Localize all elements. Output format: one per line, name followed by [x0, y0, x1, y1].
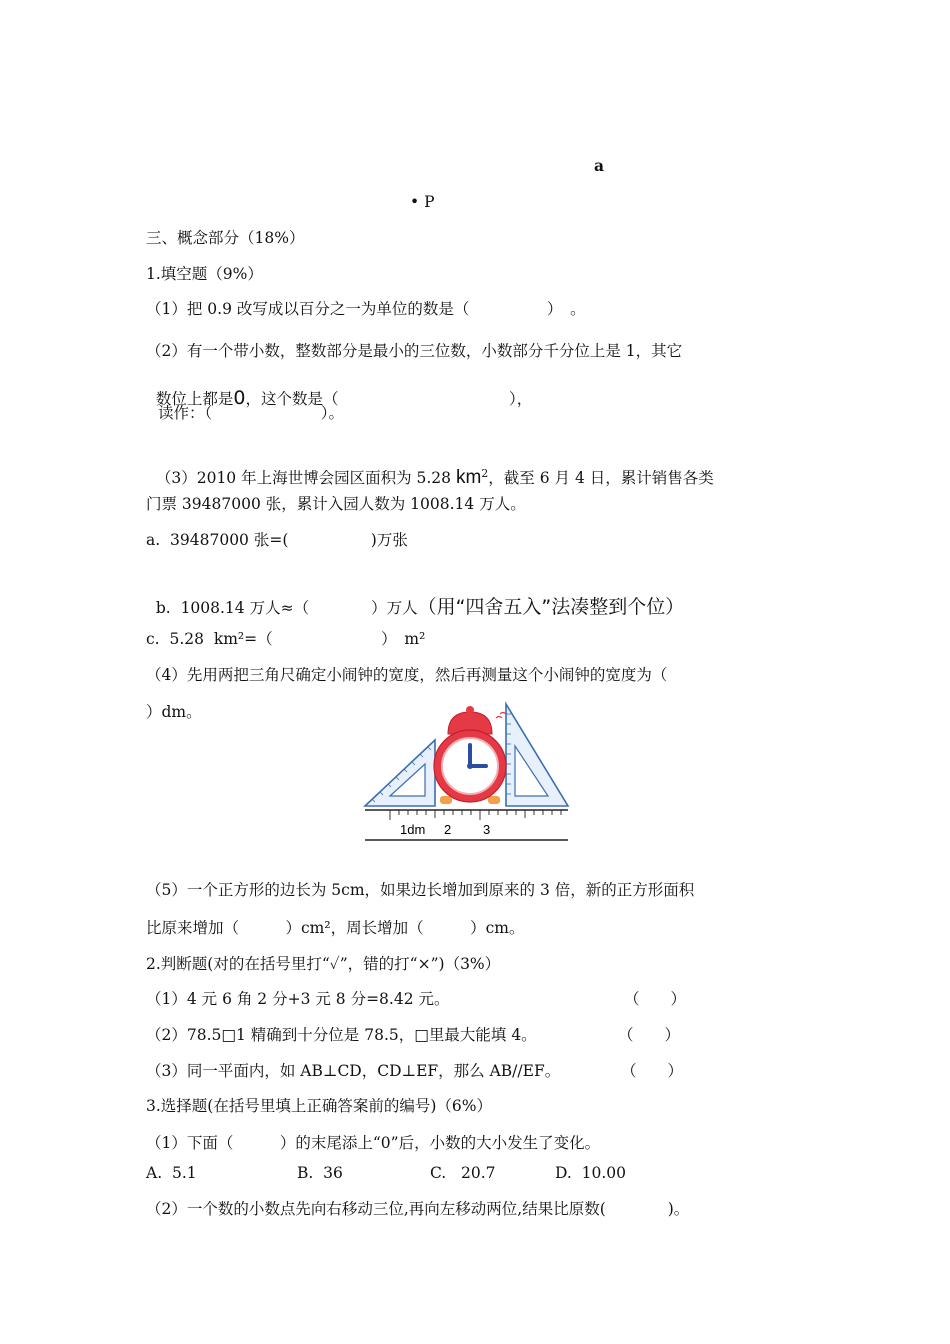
fill-q2-zero: 0: [233, 387, 246, 409]
fill-q4-line1: （4）先用两把三角尺确定小闹钟的宽度，然后再测量这个小闹钟的宽度为（: [146, 666, 668, 684]
fill-q2-line2-post: ，这个数是（ ），: [245, 390, 533, 408]
judge-q2: （2）78.5□1 精确到十分位是 78.5，□里最大能填 4。: [146, 1026, 537, 1044]
choice-option-c: C. 20.7: [430, 1164, 496, 1182]
fill-q3-line2: 门票 39487000 张，累计入园人数为 1008.14 万人。: [146, 495, 526, 513]
fill-q3a: a. 39487000 张=( )万张: [146, 531, 408, 549]
fill-q3-post: ，截至 6 月 4 日，累计销售各类: [488, 469, 714, 488]
section-title: 三、概念部分（18%）: [146, 229, 305, 247]
judge-q1-paren: （ ）: [624, 990, 687, 1008]
ruler-label-3: 3: [483, 822, 491, 837]
ruler-icon: [365, 810, 568, 840]
fill-q3b-big: （用“四舍五入”法凑整到个位）: [417, 596, 685, 618]
mark-p: • P: [410, 193, 435, 211]
fill-q3-line1: [146, 444, 714, 488]
fill-q5-line1: （5）一个正方形的边长为 5cm，如果边长增加到原来的 3 倍，新的正方形面积: [146, 881, 695, 899]
choice-q2: （2）一个数的小数点先向右移动三位,再向左移动两位,结果比原数( )。: [146, 1200, 690, 1218]
judge-title: 2.判断题(对的在括号里打“✓”，错的打“×”)（3%）: [146, 955, 501, 973]
choice-option-d: D. 10.00: [555, 1164, 627, 1182]
right-triangle-ruler-icon: [506, 704, 568, 806]
judge-q3-paren: （ ）: [621, 1062, 684, 1080]
ruler-label-2: 2: [444, 822, 452, 837]
fill-q2-line3: 读作：（ ）。: [158, 404, 345, 422]
fill-q3b: [146, 577, 684, 618]
fill-q4-line2: ）dm。: [146, 703, 202, 721]
fill-q3-sup: 2: [481, 467, 489, 480]
fill-q5-line2: 比原来增加（ ）cm²，周长增加（ ）cm。: [146, 919, 525, 937]
fill-q3-unit: km: [455, 467, 482, 489]
left-triangle-ruler-icon: [365, 740, 435, 806]
judge-q3: （3）同一平面内，如 AB⊥CD，CD⊥EF，那么 AB//EF。: [146, 1062, 561, 1080]
fill-q2-line2-pre: 数位上都是: [155, 390, 234, 408]
fill-q3-pre: （3）2010 年上海世博会园区面积为 5.28: [155, 469, 456, 488]
fill-q1: （1）把 0.9 改写成以百分之一为单位的数是（ ） 。: [146, 300, 586, 318]
judge-q1: （1）4 元 6 角 2 分+3 元 8 分=8.42 元。: [146, 990, 450, 1008]
choice-title: 3.选择题(在括号里填上正确答案前的编号)（6%）: [146, 1097, 492, 1115]
fill-q2-line1: （2）有一个带小数，整数部分是最小的三位数，小数部分千分位上是 1，其它: [146, 342, 683, 360]
ruler-label-1dm: 1dm: [400, 822, 426, 837]
fill-q3b-pre: b. 1008.14 万人≈（ ）万人: [155, 599, 418, 617]
judge-q2-paren: （ ）: [618, 1026, 681, 1044]
fill-q3c: c. 5.28 km²=（ ） m²: [146, 630, 426, 648]
fill-title: 1.填空题（9%）: [146, 265, 263, 283]
alarm-clock-icon: [434, 706, 506, 804]
choice-option-a: A. 5.1: [146, 1164, 197, 1182]
clock-ruler-figure: [360, 700, 575, 848]
choice-option-b: B. 36: [297, 1164, 343, 1182]
choice-q1: （1）下面（ ）的末尾添上“0”后，小数的大小发生了变化。: [146, 1134, 601, 1152]
mark-a: a: [594, 156, 605, 175]
